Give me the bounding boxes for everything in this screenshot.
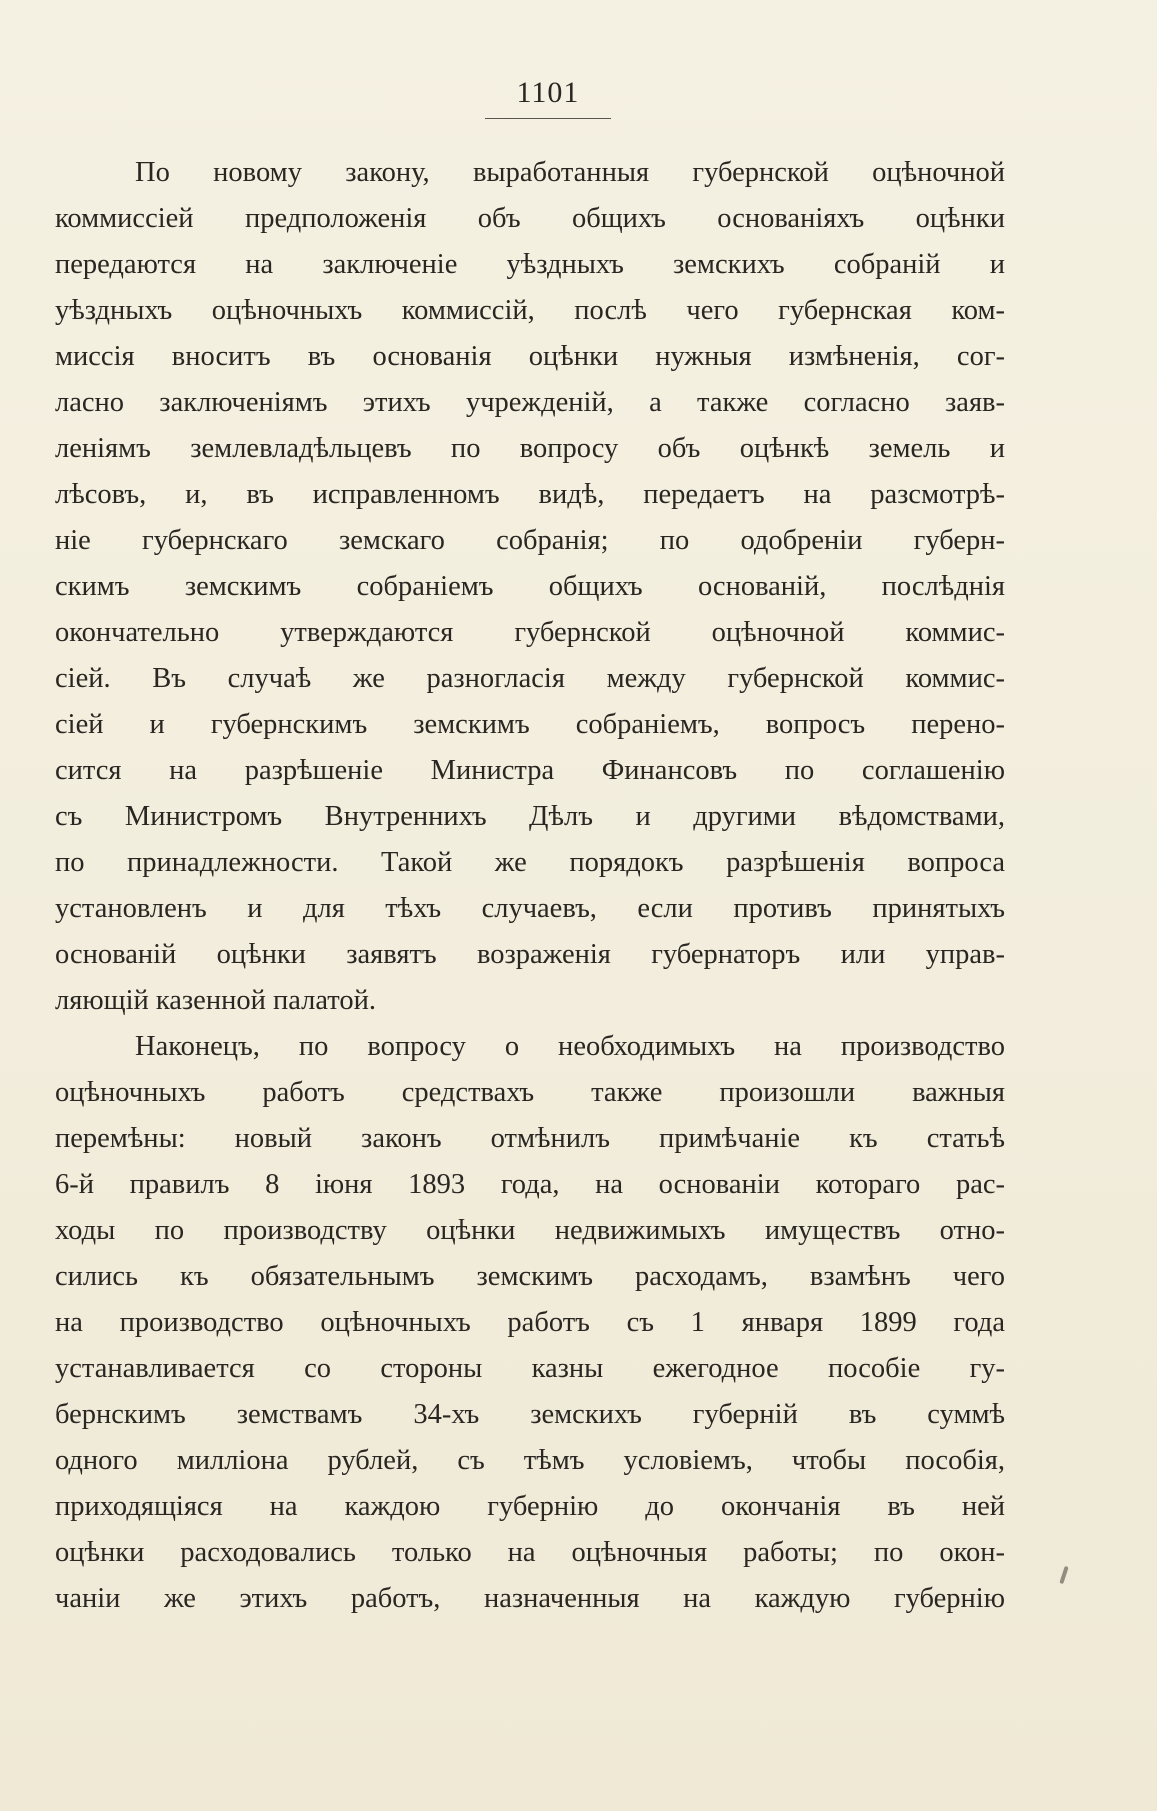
text-line: основаній оцѣнки заявятъ возраженія губернаторъ или управ- xyxy=(55,939,1005,970)
text-line: устанавливается со стороны казны ежегодное пособіе гу- xyxy=(55,1353,1005,1384)
text-line: бернскимъ земствамъ 34-хъ земскихъ губерній въ суммѣ xyxy=(55,1399,1005,1430)
text-line: скимъ земскимъ собраніемъ общихъ основаній, послѣднія xyxy=(55,571,1005,602)
header-rule xyxy=(485,118,611,119)
text-line: ходы по производству оцѣнки недвижимыхъ имуществъ отно- xyxy=(55,1215,1005,1246)
text-line: сится на разрѣшеніе Министра Финансовъ по соглашенію xyxy=(55,755,1005,786)
text-line: ніе губернскаго земскаго собранія; по одобреніи губерн- xyxy=(55,525,1005,556)
text-line: сились къ обязательнымъ земскимъ расходамъ, взамѣнъ чего xyxy=(55,1261,1005,1292)
text-line: сіей. Въ случаѣ же разногласія между губернской коммис- xyxy=(55,663,1005,694)
text-line: чаніи же этихъ работъ, назначенныя на каждую губернію xyxy=(55,1583,1005,1614)
text-line: ляющій казенной палатой. xyxy=(55,985,376,1016)
body-text xyxy=(55,150,1005,1622)
paragraph-1 xyxy=(55,150,1005,1024)
text-line: оцѣночныхъ работъ средствахъ также произошли важныя xyxy=(55,1077,1005,1108)
text-line: ласно заключеніямъ этихъ учрежденій, а также согласно заяв- xyxy=(55,387,1005,418)
text-line: оцѣнки расходовались только на оцѣночныя работы; по окон- xyxy=(55,1537,1005,1568)
text-line: передаются на заключеніе уѣздныхъ земскихъ собраній и xyxy=(55,249,1005,280)
text-line: лѣсовъ, и, въ исправленномъ видѣ, передаетъ на разсмотрѣ- xyxy=(55,479,1005,510)
page-number: 1101 xyxy=(516,76,580,109)
text-line: окончательно утверждаются губернской оцѣночной коммис- xyxy=(55,617,1005,648)
text-line: установленъ и для тѣхъ случаевъ, если противъ принятыхъ xyxy=(55,893,1005,924)
text-line: одного милліона рублей, съ тѣмъ условіемъ, чтобы пособія, xyxy=(55,1445,1005,1476)
text-line: миссія вноситъ въ основанія оцѣнки нужныя измѣненія, сог- xyxy=(55,341,1005,372)
text-line: по принадлежности. Такой же порядокъ разрѣшенія вопроса xyxy=(55,847,1005,878)
text-line: на производство оцѣночныхъ работъ съ 1 января 1899 года xyxy=(55,1307,1005,1338)
text-line: 6-й правилъ 8 іюня 1893 года, на основаніи котораго рас- xyxy=(55,1169,1005,1200)
text-line: перемѣны: новый законъ отмѣнилъ примѣчаніе къ статьѣ xyxy=(55,1123,1005,1154)
text-line: сіей и губернскимъ земскимъ собраніемъ, вопросъ перено- xyxy=(55,709,1005,740)
ink-speck xyxy=(1059,1566,1068,1584)
text-line: леніямъ землевладѣльцевъ по вопросу объ оцѣнкѣ земель и xyxy=(55,433,1005,464)
text-line: коммиссіей предположенія объ общихъ основаніяхъ оцѣнки xyxy=(55,203,1005,234)
text-line: приходящіяся на каждою губернію до окончанія въ ней xyxy=(55,1491,1005,1522)
paragraph-2 xyxy=(55,1024,1005,1622)
text-line: уѣздныхъ оцѣночныхъ коммиссій, послѣ чего губернская ком- xyxy=(55,295,1005,326)
text-line: Наконецъ, по вопросу о необходимыхъ на производство xyxy=(135,1031,1005,1062)
text-line: По новому закону, выработанныя губернской оцѣночной xyxy=(135,157,1005,188)
text-line: съ Министромъ Внутреннихъ Дѣлъ и другими вѣдомствами, xyxy=(55,801,1005,832)
